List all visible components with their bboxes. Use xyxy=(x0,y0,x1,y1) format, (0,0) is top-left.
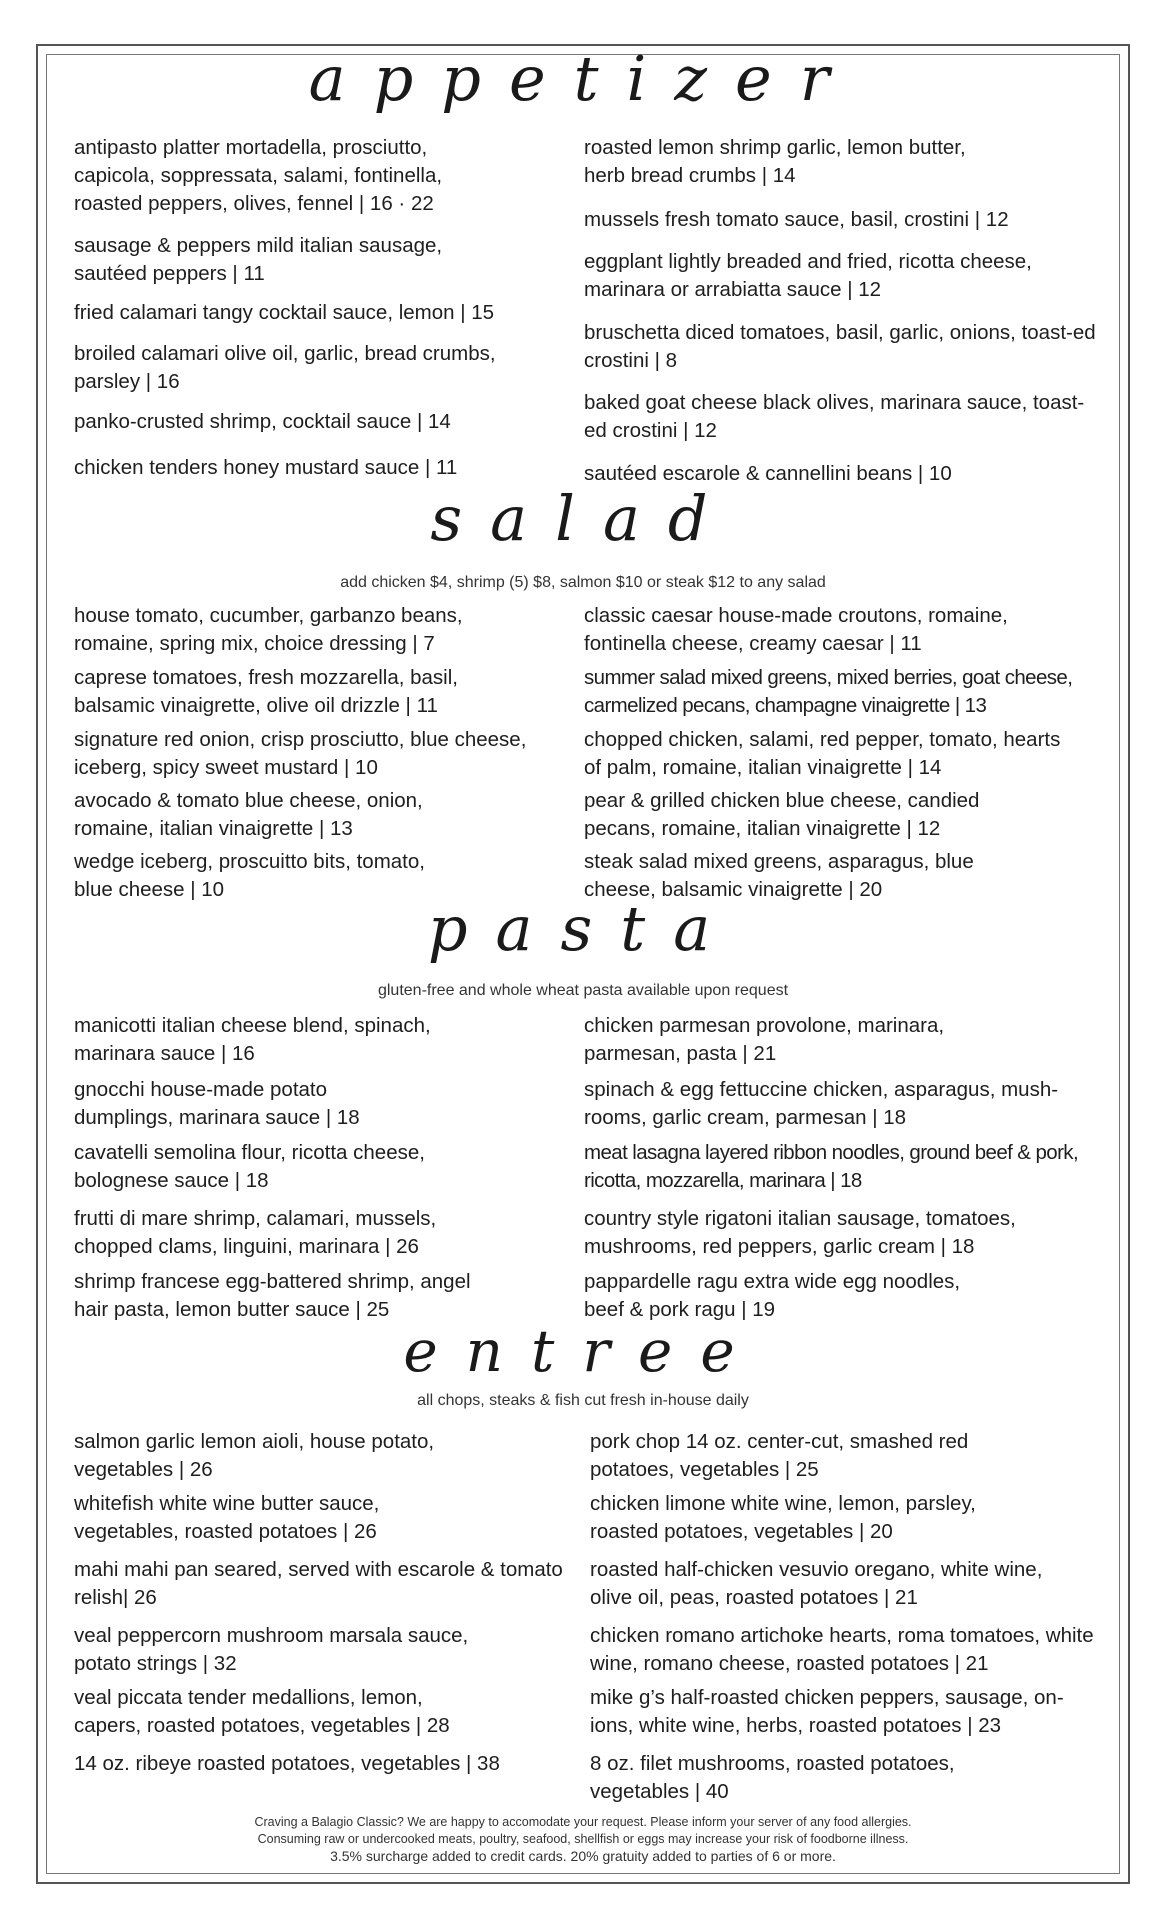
menu-item: frutti di mare shrimp, calamari, mussels, chopped clams, linguini, marinara | 26 xyxy=(74,1207,437,1258)
menu-item: whitefish white wine butter sauce, vegetables, roasted potatoes | 26 xyxy=(74,1492,380,1543)
footer-surcharge-note: 3.5% surcharge added to credit cards. 20% gratuity added to parties of 6 or more. xyxy=(330,1848,836,1864)
menu-item: shrimp francese egg-battered shrimp, angel hair pasta, lemon butter sauce | 25 xyxy=(74,1270,471,1321)
menu-item: signature red onion, crisp prosciutto, blue cheese, iceberg, spicy sweet mustard | 10 xyxy=(74,728,527,779)
section-title-appetizer: appetizer xyxy=(308,42,858,115)
menu-item: sautéed escarole & cannellini beans | 10 xyxy=(584,462,952,485)
pasta-note: gluten-free and whole wheat pasta available upon request xyxy=(377,982,789,999)
menu-item: mike g’s half-roasted chicken peppers, sausage, on-ions, white wine, herbs, roasted potatoes | 23 xyxy=(590,1686,1064,1737)
menu-footer xyxy=(0,1814,1166,1865)
menu-item: sausage & peppers mild italian sausage, sautéed peppers | 11 xyxy=(74,234,443,285)
menu-item: wedge iceberg, proscuitto bits, tomato, blue cheese | 10 xyxy=(74,850,425,901)
menu-item: mahi mahi pan seared, served with escarole & tomato relish| 26 xyxy=(74,1558,563,1609)
menu-item: roasted lemon shrimp garlic, lemon butter, herb bread crumbs | 14 xyxy=(584,136,966,187)
menu-item: pappardelle ragu extra wide egg noodles, beef & pork ragu | 19 xyxy=(584,1270,961,1321)
menu-item: chopped chicken, salami, red pepper, tomato, hearts of palm, romaine, italian vinaigrette | 14 xyxy=(584,728,1061,779)
menu-item: veal piccata tender medallions, lemon, capers, roasted potatoes, vegetables | 28 xyxy=(74,1686,450,1737)
salad-note: add chicken $4, shrimp (5) $8, salmon $10 or steak $12 to any salad xyxy=(340,574,826,591)
footer-health-warning: Consuming raw or undercooked meats, poultry, seafood, shellfish or eggs may increase your risk of foodborne illness. xyxy=(257,1832,909,1846)
menu-item: baked goat cheese black olives, marinara sauce, toast-ed crostini | 12 xyxy=(584,391,1085,442)
menu-item: veal peppercorn mushroom marsala sauce, potato strings | 32 xyxy=(74,1624,469,1675)
menu-item: steak salad mixed greens, asparagus, blue cheese, balsamic vinaigrette | 20 xyxy=(584,850,974,901)
menu-item: antipasto platter mortadella, prosciutto, capicola, soppressata, salami, fontinella, roasted peppers, olives, fennel | 16 · 22 xyxy=(74,136,443,215)
section-title-salad: salad xyxy=(430,482,736,555)
menu-item: chicken parmesan provolone, marinara, parmesan, pasta | 21 xyxy=(584,1014,945,1065)
menu-item: pear & grilled chicken blue cheese, candied pecans, romaine, italian vinaigrette | 12 xyxy=(584,789,980,840)
section-title-pasta: pasta xyxy=(427,892,739,965)
menu-item: pork chop 14 oz. center-cut, smashed red potatoes, vegetables | 25 xyxy=(590,1430,969,1481)
menu-item: mussels fresh tomato sauce, basil, crostini | 12 xyxy=(584,208,1009,231)
menu-item: bruschetta diced tomatoes, basil, garlic, onions, toast-ed crostini | 8 xyxy=(584,321,1096,372)
menu-item: panko-crusted shrimp, cocktail sauce | 14 xyxy=(74,410,451,433)
menu-item: fried calamari tangy cocktail sauce, lemon | 15 xyxy=(74,301,495,324)
menu-item: house tomato, cucumber, garbanzo beans, romaine, spring mix, choice dressing | 7 xyxy=(74,604,463,655)
menu-item: caprese tomatoes, fresh mozzarella, basil, balsamic vinaigrette, olive oil drizzle | 11 xyxy=(74,666,458,717)
menu-item: 14 oz. ribeye roasted potatoes, vegetables | 38 xyxy=(74,1752,500,1775)
menu-item: gnocchi house-made potato dumplings, marinara sauce | 18 xyxy=(74,1078,360,1129)
footer-allergy-note: Craving a Balagio Classic? We are happy to accomodate your request. Please inform your server of any food allergies. xyxy=(254,1815,912,1829)
menu-item: salmon garlic lemon aioli, house potato, vegetables | 26 xyxy=(74,1430,435,1481)
menu-item: spinach & egg fettuccine chicken, asparagus, mush-rooms, garlic cream, parmesan | 18 xyxy=(584,1078,1059,1129)
entree-note: all chops, steaks & fish cut fresh in-house daily xyxy=(417,1392,749,1409)
menu-item: eggplant lightly breaded and fried, ricotta cheese, marinara or arrabiatta sauce | 12 xyxy=(584,250,1032,301)
section-title-entree: entree xyxy=(403,1317,763,1385)
menu-item: roasted half-chicken vesuvio oregano, white wine, olive oil, peas, roasted potatoes | 21 xyxy=(590,1558,1043,1609)
menu-item: chicken tenders honey mustard sauce | 11 xyxy=(74,456,458,479)
menu-item: broiled calamari olive oil, garlic, bread crumbs, parsley | 16 xyxy=(74,342,496,393)
menu-item: meat lasagna layered ribbon noodles, ground beef & pork, ricotta, mozzarella, marinara | 18 xyxy=(584,1141,1079,1192)
menu-item: classic caesar house-made croutons, romaine, fontinella cheese, creamy caesar | 11 xyxy=(584,604,1008,655)
menu-item: chicken limone white wine, lemon, parsley, roasted potatoes, vegetables | 20 xyxy=(590,1492,976,1543)
menu-item: 8 oz. filet mushrooms, roasted potatoes, vegetables | 40 xyxy=(590,1752,955,1803)
menu-item: avocado & tomato blue cheese, onion, romaine, italian vinaigrette | 13 xyxy=(74,789,423,840)
menu-item: chicken romano artichoke hearts, roma tomatoes, white wine, romano cheese, roasted potatoes | 21 xyxy=(590,1624,1094,1675)
menu-item: cavatelli semolina flour, ricotta cheese, bolognese sauce | 18 xyxy=(74,1141,425,1192)
menu-item: summer salad mixed greens, mixed berries, goat cheese, carmelized pecans, champagne vinaigrette | 13 xyxy=(584,666,1073,717)
menu-item: country style rigatoni italian sausage, tomatoes, mushrooms, red peppers, garlic cream | 18 xyxy=(584,1207,1016,1258)
menu-item: manicotti italian cheese blend, spinach, marinara sauce | 16 xyxy=(74,1014,431,1065)
